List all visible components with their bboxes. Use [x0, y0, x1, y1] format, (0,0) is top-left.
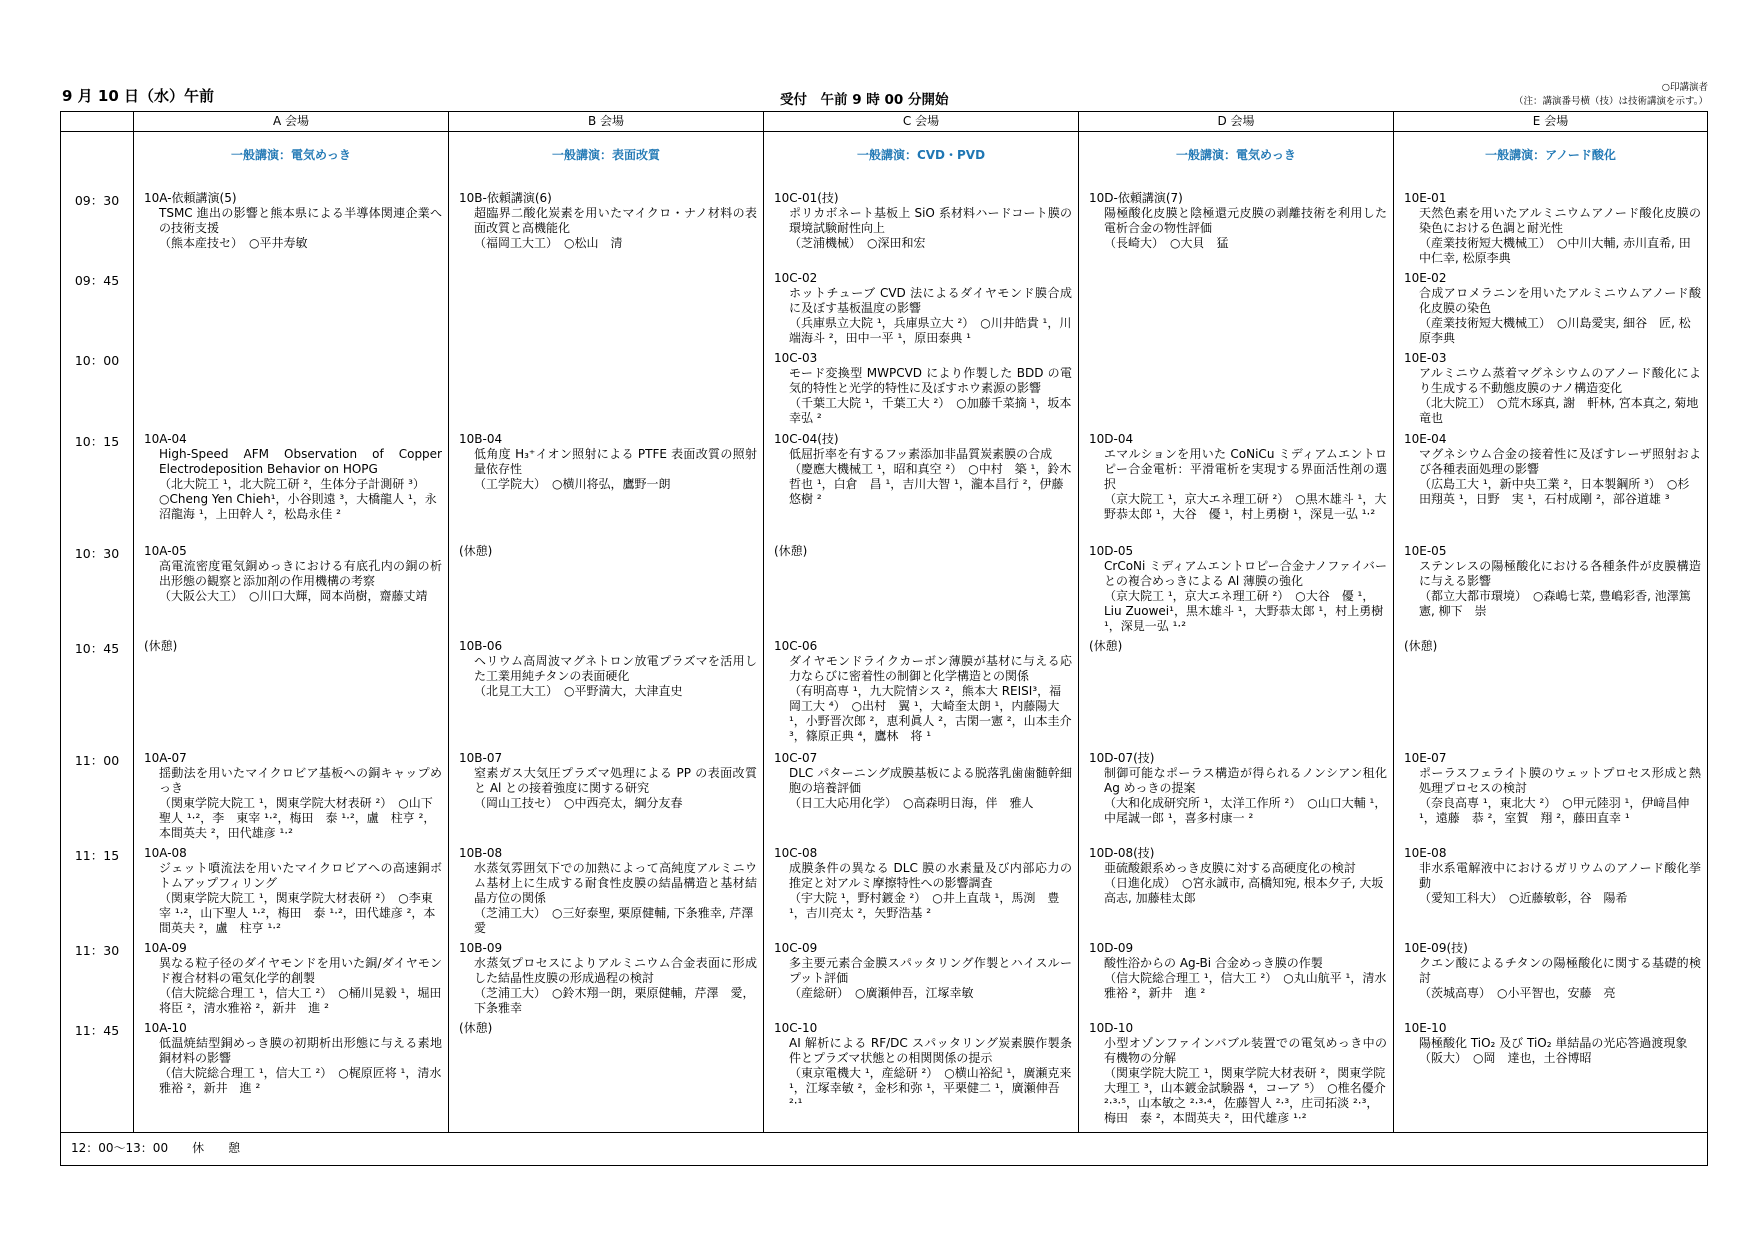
session-cell-e	[1394, 186, 1708, 266]
talk-code: (休憩)	[144, 639, 178, 653]
talk-authors: （都立大都市環境） ○森嶋七菜, 豊嶋彩香, 池澤篤憲, 柳下 崇	[1419, 589, 1691, 618]
session-cell-d	[1079, 1016, 1394, 1132]
talk-code: 10D-07(技)	[1089, 751, 1155, 765]
talk-code: 10C-08	[774, 846, 818, 860]
hall-header-row	[61, 112, 1708, 132]
talk-code: 10E-10	[1404, 1021, 1447, 1035]
talk-authors: （岡山工技セ） ○中西亮太，綱分友春	[474, 796, 683, 810]
session-cell-d	[1079, 841, 1394, 936]
hall-b-header: B 会場	[449, 112, 764, 132]
session-cell-c	[764, 936, 1079, 1016]
hall-d-header: D 会場	[1079, 112, 1394, 132]
talk-authors: （芝浦工大） ○鈴木翔一朗，栗原健輔，芹澤 愛，下条雅幸	[474, 986, 755, 1015]
talk-authors: （産業技術短大機械工） ○川島愛実, 細谷 匠, 松原李典	[1419, 316, 1691, 345]
talk-title: 揺動法を用いたマイクロビア基板への銅キャップめっき	[159, 766, 442, 795]
talk-authors: （関東学院大院工 ¹，関東学院大材表研 ²） ○李東宰 ¹·²，山下聖人 ¹·²，梅田 泰 ¹·²，田代雄彦 ²，本間英夫 ²，盧 柱亨 ¹·²	[159, 891, 436, 935]
talk-authors: （芝浦機械） ○深田和宏	[789, 236, 926, 250]
talk-title: ポリカボネート基板上 SiO 系材料ハードコート膜の環境試験耐性向上	[789, 206, 1072, 235]
session-cell-c	[764, 266, 1079, 346]
legend-note: （注：講演番号横（技）は技術講演を示す。）	[1514, 96, 1708, 107]
talk-authors: （北見工大工） ○平野満大，大津直史	[474, 684, 683, 698]
talk-code: 10C-03	[774, 351, 818, 365]
talk-title: 合成アロメラニンを用いたアルミニウムアノード酸化皮膜の染色	[1419, 286, 1701, 315]
time-slot: 09：30	[61, 186, 134, 266]
session-cell-b	[449, 346, 764, 427]
talk-title: 陽極酸化皮膜と陰極還元皮膜の剥離技術を利用した電析合金の物性評価	[1104, 206, 1387, 235]
talk-authors: （東京電機大 ¹，産総研 ²） ○横山裕紀 ¹，廣瀬克来 ¹，江塚幸敏 ²，金杉和弥 ¹，平栗健二 ¹，廣瀬伸吾 ²·¹	[789, 1066, 1072, 1110]
talk-code: (休憩)	[774, 544, 808, 558]
talk-title: ステンレスの陽極酸化における各種条件が皮膜構造に与える影響	[1419, 559, 1701, 588]
session-cell-a	[134, 346, 449, 427]
time-slot: 11：45	[61, 1016, 134, 1132]
talk-code: 10B-依頼講演(6)	[459, 191, 552, 205]
session-cell-e	[1394, 634, 1708, 746]
time-slot: 10：30	[61, 539, 134, 634]
time-slot: 10：00	[61, 346, 134, 427]
time-slot: 10：15	[61, 427, 134, 539]
session-cell-a	[134, 746, 449, 841]
talk-code: 10B-06	[459, 639, 503, 653]
talk-code: (休憩)	[459, 544, 493, 558]
talk-authors: （有明高専 ¹，九大院情シス ²，熊本大 REISI³，福岡工大 ⁴） ○出村 翼 ¹，大崎奎太朗 ¹，内藤陽大 ¹，小野晋次郎 ²，恵利眞人 ²，古閑一憲 ²，山本圭介 ³，篠原正典 ⁴，鷹林 将 ¹	[789, 684, 1072, 743]
talk-authors: （大和化成研究所 ¹，太洋工作所 ²） ○山口大輔 ¹，中尾誠一郎 ¹，喜多村康一 ²	[1104, 796, 1387, 825]
talk-authors: （北大院工 ¹，北大院工研 ²，生体分子計測研 ³）○Cheng Yen Chieh¹，小谷則遠 ³，大橋龍人 ¹，永沼龍海 ¹，上田幹人 ²，松島永佳 ²	[159, 477, 437, 521]
session-row	[61, 746, 1708, 841]
talk-authors: （広島工大 ¹，新中央工業 ²，日本製鋼所 ³） ○杉田翔英 ¹，日野 実 ¹，石村成剛 ²，部谷道雄 ³	[1419, 477, 1690, 506]
talk-code: 10C-06	[774, 639, 818, 653]
talk-title: 異なる粒子径のダイヤモンドを用いた銅/ダイヤモンド複合材料の電気化学的創製	[159, 956, 442, 985]
talk-title: ホットチューブ CVD 法によるダイヤモンド膜合成に及ぼす基板温度の影響	[789, 286, 1072, 315]
hall-a-header: A 会場	[134, 112, 449, 132]
session-cell-d	[1079, 936, 1394, 1016]
time-slot: 11：15	[61, 841, 134, 936]
session-cell-e	[1394, 936, 1708, 1016]
talk-title: TSMC 進出の影響と熊本県による半導体関連企業への技術支援	[159, 206, 442, 235]
talk-code: 10E-04	[1404, 432, 1447, 446]
session-cell-a	[134, 186, 449, 266]
talk-code: (休憩)	[1404, 639, 1438, 653]
talk-title: 水蒸気雰囲気下での加熱によって高純度アルミニウム基材上に生成する耐食性皮膜の結晶構造と基材結晶方位の関係	[474, 861, 757, 905]
talk-authors: （茨城高専） ○小平智也，安藤 亮	[1419, 986, 1616, 1000]
talk-code: 10E-01	[1404, 191, 1447, 205]
talk-title: CrCoNi ミディアムエントロピー合金ナノファイバーとの複合めっきによる Al 薄膜の強化	[1104, 559, 1387, 588]
session-cell-a	[134, 427, 449, 539]
talk-title: アルミニウム蒸着マグネシウムのアノード酸化により生成する不動態皮膜のナノ構造変化	[1419, 366, 1701, 395]
session-row	[61, 186, 1708, 266]
talk-code: 10E-09(技)	[1404, 941, 1468, 955]
talk-title: エマルションを用いた CoNiCu ミディアムエントロピー合金電析：平滑電析を実現する界面活性剤の選択	[1104, 447, 1387, 491]
talk-code: 10B-07	[459, 751, 503, 765]
session-cell-e	[1394, 746, 1708, 841]
talk-authors: （大阪公大工） ○川口大輝，岡本尚樹，齋藤丈靖	[159, 589, 428, 603]
talk-code: 10C-07	[774, 751, 818, 765]
session-cell-b	[449, 634, 764, 746]
talk-title: 小型オゾンファインバブル装置での電気めっき中の有機物の分解	[1104, 1036, 1387, 1065]
talk-code: 10A-05	[144, 544, 187, 558]
session-cell-d	[1079, 539, 1394, 634]
talk-authors: （信大院総合理工 ¹，信大工 ²） ○桶川晃毅 ¹，堀田将臣 ²，清水雅裕 ²，新井 進 ²	[159, 986, 442, 1015]
session-cell-b	[449, 936, 764, 1016]
session-cell-e	[1394, 841, 1708, 936]
talk-code: 10E-03	[1404, 351, 1447, 365]
session-cell-c	[764, 634, 1079, 746]
session-cell-b	[449, 1016, 764, 1132]
talk-code: (休憩)	[459, 1021, 493, 1035]
talk-authors: （長崎大） ○大貝 猛	[1104, 236, 1229, 250]
session-row	[61, 634, 1708, 746]
talk-code: 10A-07	[144, 751, 187, 765]
session-cell-a	[134, 539, 449, 634]
talk-title: 非水系電解液中におけるガリウムのアノード酸化挙動	[1419, 861, 1701, 890]
time-slot: 11：00	[61, 746, 134, 841]
talk-code: 10C-02	[774, 271, 818, 285]
session-cell-d	[1079, 266, 1394, 346]
talk-code: 10D-09	[1089, 941, 1134, 955]
session-cell-d	[1079, 346, 1394, 427]
talk-title: 成膜条件の異なる DLC 膜の水素量及び内部応力の推定と対アルミ摩擦特性への影響調査	[789, 861, 1072, 890]
talk-code: 10A-09	[144, 941, 187, 955]
talk-code: 10A-依頼講演(5)	[144, 191, 237, 205]
session-row	[61, 266, 1708, 346]
session-cell-e	[1394, 539, 1708, 634]
session-cell-c	[764, 746, 1079, 841]
session-cell-c	[764, 427, 1079, 539]
session-cell-a	[134, 266, 449, 346]
talk-title: ポーラスフェライト膜のウェットプロセス形成と熱処理プロセスの検討	[1419, 766, 1701, 795]
session-cell-e	[1394, 346, 1708, 427]
category-time-cell	[61, 132, 134, 187]
time-header	[61, 112, 134, 132]
talk-authors: （産業技術短大機械工） ○中川大輔, 赤川直希, 田中仁幸, 松原李典	[1419, 236, 1691, 265]
time-slot: 09：45	[61, 266, 134, 346]
session-cell-e	[1394, 266, 1708, 346]
talk-authors: （愛知工科大） ○近藤敏彰，谷 陽希	[1419, 891, 1628, 905]
talk-title: 水蒸気プロセスによりアルミニウム合金表面に形成した結晶性皮膜の形成過程の検討	[474, 956, 757, 985]
talk-authors: （信大院総合理工 ¹，信大工 ²） ○梶原匠将 ¹，清水雅裕 ²，新井 進 ²	[159, 1066, 442, 1095]
talk-title: 天然色素を用いたアルミニウムアノード酸化皮膜の染色における色調と耐光性	[1419, 206, 1701, 235]
talk-title: ヘリウム高周波マグネトロン放電プラズマを活用した工業用純チタンの表面硬化	[474, 654, 757, 683]
talk-title: モード変換型 MWPCVD により作製した BDD の電気的特性と光学的特性に及ぼすホウ素源の影響	[789, 366, 1072, 395]
talk-authors: （奈良高専 ¹，東北大 ²） ○甲元陸羽 ¹，伊﨑昌伸 ¹，遠藤 恭 ²，室賀 翔 ²，藤田直幸 ¹	[1419, 796, 1690, 825]
talk-title: 低温焼結型銅めっき膜の初期析出形態に与える素地銅材料の影響	[159, 1036, 442, 1065]
talk-code: 10B-08	[459, 846, 503, 860]
talk-code: 10A-04	[144, 432, 187, 446]
session-cell-e	[1394, 427, 1708, 539]
talk-authors: （産総研） ○廣瀬伸吾，江塚幸敏	[789, 986, 974, 1000]
talk-authors: （信大院総合理工 ¹，信大工 ²） ○丸山航平 ¹，清水雅裕 ²，新井 進 ²	[1104, 971, 1387, 1000]
talk-title: High-Speed AFM Observation of Copper Electrodeposition Behavior on HOPG	[159, 447, 442, 476]
session-cell-d	[1079, 634, 1394, 746]
session-cell-d	[1079, 427, 1394, 539]
session-cell-b	[449, 186, 764, 266]
session-cell-a	[134, 1016, 449, 1132]
session-cell-b	[449, 539, 764, 634]
talk-title: ジェット噴流法を用いたマイクロビアへの高速銅ボトムアップフィリング	[159, 861, 442, 890]
talk-authors: （関東学院大院工 ¹，関東学院大材表研 ²） ○山下聖人 ¹·²，李 東宰 ¹·²，梅田 泰 ¹·²，盧 柱亨 ²，本間英夫 ²，田代雄彦 ¹·²	[159, 796, 436, 840]
talk-title: マグネシウム合金の接着性に及ぼすレーザ照射および各種表面処理の影響	[1419, 447, 1701, 476]
talk-authors: （工学院大） ○横川将弘，鷹野一朗	[474, 477, 671, 491]
talk-code: 10D-08(技)	[1089, 846, 1155, 860]
reception-time: 受付 午前 9 時 00 分開始	[780, 92, 949, 108]
talk-title: 制御可能なポーラス構造が得られるノンシアン租化 Ag めっきの提案	[1104, 766, 1387, 795]
session-cell-b	[449, 841, 764, 936]
talk-code: 10B-04	[459, 432, 503, 446]
talk-authors: （兵庫県立大院 ¹，兵庫県立大 ²） ○川井皓貴 ¹，川端海斗 ²，田中一平 ¹，原田泰典 ¹	[789, 316, 1072, 345]
session-row	[61, 427, 1708, 539]
legend-presenter: ○印講演者	[1661, 82, 1708, 93]
session-cell-c	[764, 841, 1079, 936]
talk-authors: （阪大） ○岡 達也，土谷博昭	[1419, 1051, 1592, 1065]
hall-c-header: C 会場	[764, 112, 1079, 132]
time-slot: 11：30	[61, 936, 134, 1016]
talk-authors: （福岡工大工） ○松山 清	[474, 236, 623, 250]
talk-authors: （宇大院 ¹，野村鍍金 ²） ○井上直哉 ¹，馬渕 豊 ¹，吉川亮太 ²，矢野浩基 ²	[789, 891, 1060, 920]
talk-authors: （慶應大機械工 ¹，昭和真空 ²） ○中村 築 ¹，鈴木哲也 ¹，白倉 昌 ¹，吉川大智 ¹，瀧本昌行 ²，伊藤悠樹 ²	[789, 462, 1072, 506]
talk-title: 酸性浴からの Ag-Bi 合金めっき膜の作製	[1104, 956, 1323, 970]
talk-authors: （北大院工） ○荒木琢真, 謝 軒林, 宮本真之, 菊地竜也	[1419, 396, 1699, 425]
talk-code: 10D-04	[1089, 432, 1134, 446]
session-cell-c	[764, 1016, 1079, 1132]
talk-title: 低屈折率を有するフッ素添加非晶質炭素膜の合成	[789, 447, 1053, 461]
talk-authors: （熊本産技セ） ○平井寿敏	[159, 236, 308, 250]
talk-code: 10E-08	[1404, 846, 1447, 860]
session-row	[61, 841, 1708, 936]
session-cell-e	[1394, 1016, 1708, 1132]
talk-code: 10E-02	[1404, 271, 1447, 285]
talk-title: 亜硫酸銀系めっき皮膜に対する高硬度化の検討	[1104, 861, 1356, 875]
session-cell-c	[764, 186, 1079, 266]
talk-code: 10C-01(技)	[774, 191, 839, 205]
talk-authors: （関東学院大院工 ¹，関東学院大材表研 ²，関東学院大理工 ³，山本鍍金試験器 ⁴，コーア ⁵） ○椎名優介 ²·³·⁵，山本敏之 ²·³·⁴，佐藤智人 ²·³，庄司拓淡 ²·³，梅田 泰 ²，本間英夫 ²，田代雄彦 ¹·²	[1104, 1066, 1386, 1125]
talk-code: (休憩)	[1089, 639, 1123, 653]
talk-code: 10A-10	[144, 1021, 187, 1035]
talk-authors: （日工大応用化学） ○高森明日海，伴 雅人	[789, 796, 1034, 810]
category-a: 一般講演：電気めっき	[134, 132, 449, 187]
talk-title: 超臨界二酸化炭素を用いたマイクロ・ナノ材料の表面改質と高機能化	[474, 206, 757, 235]
category-c: 一般講演：CVD・PVD	[764, 132, 1079, 187]
talk-title: 窒素ガス大気圧プラズマ処理による PP の表面改質と Al との接着強度に関する研究	[474, 766, 757, 795]
time-slot: 10：45	[61, 634, 134, 746]
talk-title: AI 解析による RF/DC スパッタリング炭素膜作製条件とプラズマ状態との相関関係の提示	[789, 1036, 1072, 1065]
schedule-table	[60, 111, 1708, 1166]
category-row	[61, 132, 1708, 187]
session-cell-b	[449, 266, 764, 346]
talk-authors: （千葉工大院 ¹，千葉工大 ²） ○加藤千菜摘 ¹，坂本幸弘 ²	[789, 396, 1072, 425]
session-cell-b	[449, 746, 764, 841]
talk-title: 高電流密度電気銅めっきにおける有底孔内の銅の析出形態の観察と添加剤の作用機構の考察	[159, 559, 442, 588]
talk-authors: （日進化成） ○宮永誠市, 高橋知宛, 根本夕子, 大坂高志, 加藤桂太郎	[1104, 876, 1384, 905]
session-cell-d	[1079, 186, 1394, 266]
session-row	[61, 346, 1708, 427]
talk-code: 10E-05	[1404, 544, 1447, 558]
talk-authors: （芝浦工大） ○三好泰聖, 栗原健輔, 下条雅幸, 芹澤 愛	[474, 906, 766, 935]
session-row	[61, 1016, 1708, 1132]
talk-code: 10D-依頼講演(7)	[1089, 191, 1183, 205]
talk-title: DLC パターニング成膜基板による脱落乳歯歯髄幹細胞の培養評価	[789, 766, 1072, 795]
talk-title: クエン酸によるチタンの陽極酸化に関する基礎的検討	[1419, 956, 1701, 985]
talk-title: 陽極酸化 TiO₂ 及び TiO₂ 単結晶の光応答過渡現象	[1419, 1036, 1688, 1050]
category-e: 一般講演：アノード酸化	[1394, 132, 1708, 187]
session-cell-b	[449, 427, 764, 539]
session-cell-c	[764, 539, 1079, 634]
talk-code: 10C-10	[774, 1021, 818, 1035]
talk-code: 10A-08	[144, 846, 187, 860]
session-cell-d	[1079, 746, 1394, 841]
session-date: 9 月 10 日（水）午前	[62, 87, 214, 105]
session-cell-a	[134, 634, 449, 746]
talk-code: 10D-10	[1089, 1021, 1134, 1035]
talk-code: 10D-05	[1089, 544, 1134, 558]
talk-code: 10C-09	[774, 941, 818, 955]
talk-authors: （京大院工 ¹，京大エネ理工研 ²） ○黒木雄斗 ¹，大野恭太郎 ¹，大谷 優 ¹，村上勇樹 ¹，深見一弘 ¹·²	[1104, 492, 1387, 521]
session-cell-c	[764, 346, 1079, 427]
lunch-break: 12：00～13：00 休 憩	[61, 1132, 1708, 1165]
talk-title: 多主要元素合金膜スパッタリング作製とハイスループット評価	[789, 956, 1072, 985]
talk-authors: （京大院工 ¹，京大エネ理工研 ²） ○大谷 優 ¹，Liu Zuowei¹，黒木雄斗 ¹，大野恭太郎 ¹，村上勇樹 ¹，深見一弘 ¹·²	[1104, 589, 1384, 633]
session-cell-a	[134, 841, 449, 936]
talk-title: 低角度 H₃⁺イオン照射による PTFE 表面改質の照射量依存性	[474, 447, 757, 476]
talk-code: 10C-04(技)	[774, 432, 839, 446]
category-d: 一般講演：電気めっき	[1079, 132, 1394, 187]
session-cell-a	[134, 936, 449, 1016]
talk-code: 10B-09	[459, 941, 503, 955]
category-b: 一般講演：表面改質	[449, 132, 764, 187]
talk-title: ダイヤモンドライクカーボン薄膜が基材に与える応力ならびに密着性の制御と化学構造との関係	[789, 654, 1072, 683]
session-row	[61, 539, 1708, 634]
session-row	[61, 936, 1708, 1016]
hall-e-header: E 会場	[1394, 112, 1708, 132]
talk-code: 10E-07	[1404, 751, 1447, 765]
lunch-break-row	[61, 1132, 1708, 1165]
